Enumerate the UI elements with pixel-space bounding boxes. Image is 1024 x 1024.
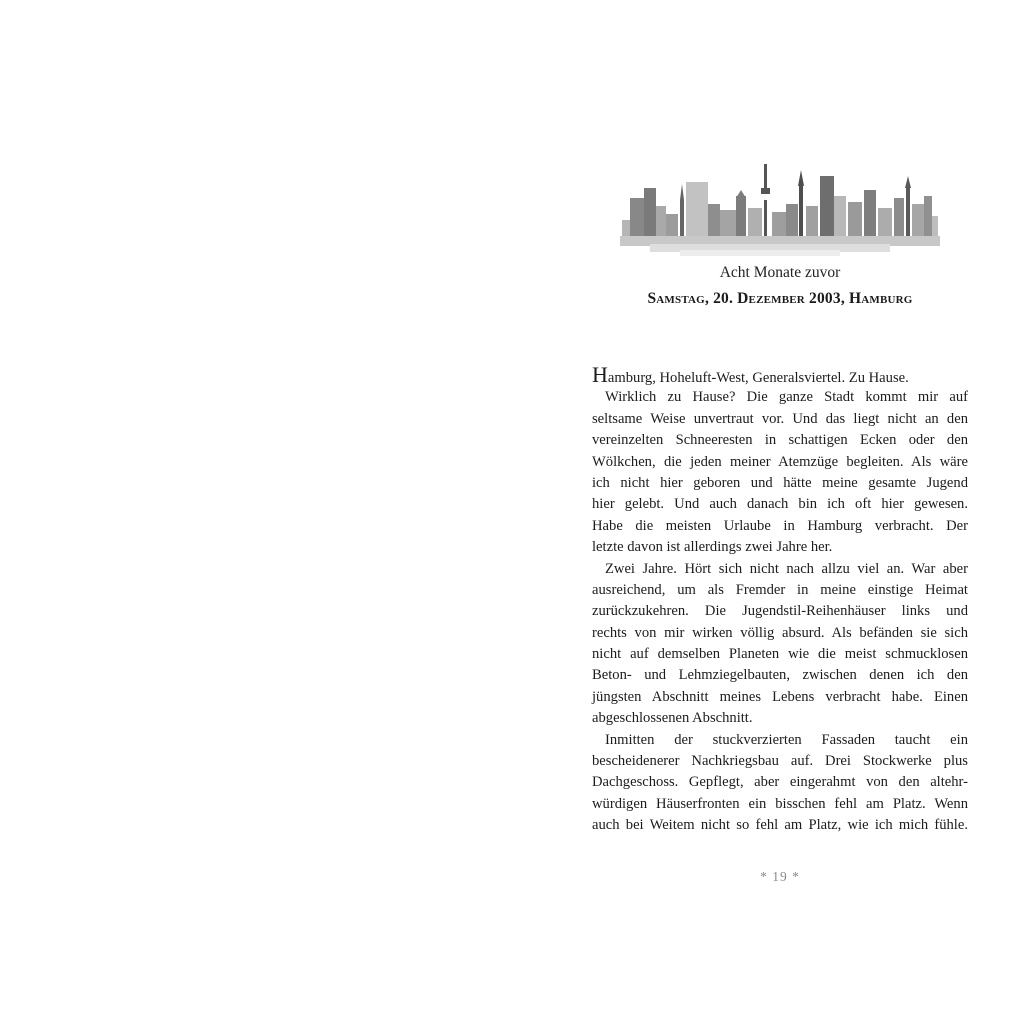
body-text-line: Wirklich zu Hause? Die ganze Stadt kommt mir auf bbox=[605, 389, 968, 406]
body-text-line: würdigen Häuserfronten ein bisschen fehl am Platz. Wenn bbox=[592, 795, 968, 812]
body-text-line: letzte davon ist allerdings zwei Jahre her. bbox=[592, 539, 833, 556]
body-text-line: seltsame Weise unvertraut vor. Und das liegt nicht an den bbox=[592, 410, 968, 427]
body-text-line: zurückzukehren. Die Jugendstil-Reihenhäuser links und bbox=[592, 603, 968, 620]
chapter-body-text bbox=[592, 362, 968, 837]
body-text-line: Dachgeschoss. Gepflegt, aber eingerahmt von den altehr- bbox=[592, 774, 968, 791]
body-text-line: nicht auf demselben Planeten wie die meist schmucklosen bbox=[592, 646, 968, 663]
body-text-line: Beton- und Lehmziegelbauten, zwischen denen ich den bbox=[592, 667, 968, 684]
body-text-line: abgeschlossenen Abschnitt. bbox=[592, 710, 753, 727]
page-number: * 19 * bbox=[760, 869, 800, 884]
body-text-line: Habe die meisten Urlaube in Hamburg verbracht. Der bbox=[592, 517, 968, 534]
body-text-line: jüngsten Abschnitt meines Lebens verbracht habe. Einen bbox=[592, 688, 968, 705]
chapter-subtitle: Acht Monate zuvor bbox=[719, 264, 841, 281]
body-text-line: ich nicht hier geboren und hätte meine gesamte Jugend bbox=[592, 474, 968, 491]
body-text-line: rechts von mir wirken völlig absurd. Als befänden sie sich bbox=[592, 624, 968, 641]
body-text-line: Wölkchen, die jeden meiner Atemzüge begleiten. Als wäre bbox=[592, 453, 968, 470]
body-text-line: Inmitten der stuckverzierten Fassaden taucht ein bbox=[605, 731, 968, 748]
body-text-line: ausreichend, um als Fremder in meine einstige Heimat bbox=[592, 581, 968, 598]
hamburg-skyline-illustration bbox=[620, 160, 940, 265]
body-text-line: Hamburg, Hoheluft-West, Generalsviertel. Zu Hause. bbox=[592, 362, 909, 387]
body-text-line: Zwei Jahre. Hört sich nicht nach allzu viel an. War aber bbox=[605, 560, 968, 577]
chapter-heading: Samstag, 20. Dezember 2003, Hamburg bbox=[647, 290, 913, 307]
body-text-line: auch bei Weitem nicht so fehl am Platz, wie ich mich fühle. bbox=[592, 817, 968, 834]
body-text-line: hier gelebt. Und auch danach bin ich oft hier gewesen. bbox=[592, 496, 968, 513]
body-text-line: vereinzelten Schneeresten in schattigen Ecken oder den bbox=[592, 432, 968, 449]
body-text-line: bescheidenerer Nachkriegsbau auf. Drei Stockwerke plus bbox=[592, 753, 968, 770]
